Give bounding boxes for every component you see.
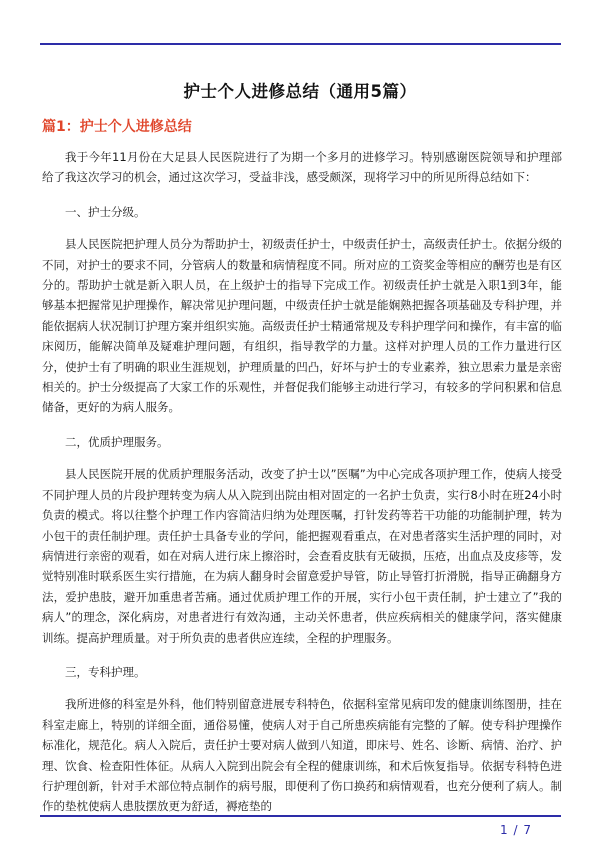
paragraph-intro: 我于今年11月份在大足县人民医院进行了为期一个多月的进修学习。特别感谢医院领导和护理部给了我这次学习的机会，通过这次学习，受益非浅，感受颇深，现将学习中的所见所得总结如下：: [42, 150, 562, 185]
paragraph-nurse-grading: 县人民医院把护理人员分为帮助护士，初级责任护士，中级责任护士，高级责任护士。依据分级的不同，对护士的要求不同，分管病人的数量和病情程度不同。所对应的工资奖金等相应的酬劳也是有区分的。帮助护士就是新入职人员，在上级护士的指导下完成工作。初级责任护士就是入职1到3年，能够基本把握常见护理操作，解决常见护理问题，中级责任护士就是能娴熟把握各项基础及专科护理，并能依据病人状况制订护理方案并组织实施。高级责任护士精通常规及专科护理学问和操作，有丰富的临床阅历，能解决简单及疑难护理问题，有组织，指导教学的力量。这样对护理人员的工作力量进行区分，使护士有了明确的职业生涯规划，护理质量的凹凸，好坏与护士的专业素养，独立思索力量是亲密相关的。护士分级提高了大家工作的乐观性，并督促我们能够主动进行学习，有较多的学问积累和信息储备，更好的为病人服务。: [42, 237, 562, 415]
footer-rule: [40, 815, 561, 817]
section-heading: 篇1：护士个人进修总结: [42, 119, 192, 135]
subheading-quality-care: 二，优质护理服务。: [65, 434, 169, 449]
subheading-specialty-care: 三，专科护理。: [65, 664, 146, 679]
subheading-nurse-grading: 一、护士分级。: [65, 204, 146, 219]
paragraph-specialty-care: 我所进修的科室是外科，他们特别留意进展专科特色，依据科室常见病印发的健康训练图册，挂在科室走廊上，特别的详细全面，通俗易懂，使病人对于自己所患疾病能有完整的了解。使专科护理操作标准化，规范化。病人入院后，责任护士要对病人做到八知道，即床号、姓名、诊断、病情、治疗、护理、饮食、检查阳性体征。从病人入院到出院会有全程的健康训练，和术后恢复指导。依据专科特色进行护理创新，针对手术部位特点制作的病号服，即便利了伤口换药和病情观看，也充分便利了病人。制作的垫枕使病人患肢摆放更为舒适，褥疮垫的: [42, 697, 562, 814]
paragraph-quality-care: 县人民医院开展的优质护理服务活动，改变了护士以”医嘱”为中心完成各项护理工作，使病人接受不同护理人员的片段护理转变为病人从入院到出院由相对固定的一名护士负责，实行8小时在班24小时负责的模式。将以往整个护理工作内容简洁归纳为处理医嘱，打针发药等若干功能的功能制护理，转为小包干的责任制护理。责任护士具备专业的学问，能把握观看重点，在对患者落实生活护理的同时，对病情进行亲密的观看，如在对病人进行床上擦浴时，会查看皮肤有无破损，压疮，出血点及皮疹等，发觉特别准时联系医生实行措施，在为病人翻身时会留意爱护导管，防止导管打折滑脱，指导正确翻身方法，爱护患肢，避开加重患者苦痛。通过优质护理工作的开展，实行小包干责任制，护士建立了”我的病人”的理念，深化病房，对患者进行有效沟通，主动关怀患者，供应疾病相关的健康学问，落实健康训练。提高护理质量。对于所负责的患者供应连续，全程的护理服务。: [42, 467, 562, 645]
header-rule: [40, 43, 561, 45]
page-indicator: 1 / 7: [500, 823, 532, 837]
document-body: [42, 147, 562, 831]
document-title: 护士个人进修总结（通用5篇）: [183, 82, 417, 101]
